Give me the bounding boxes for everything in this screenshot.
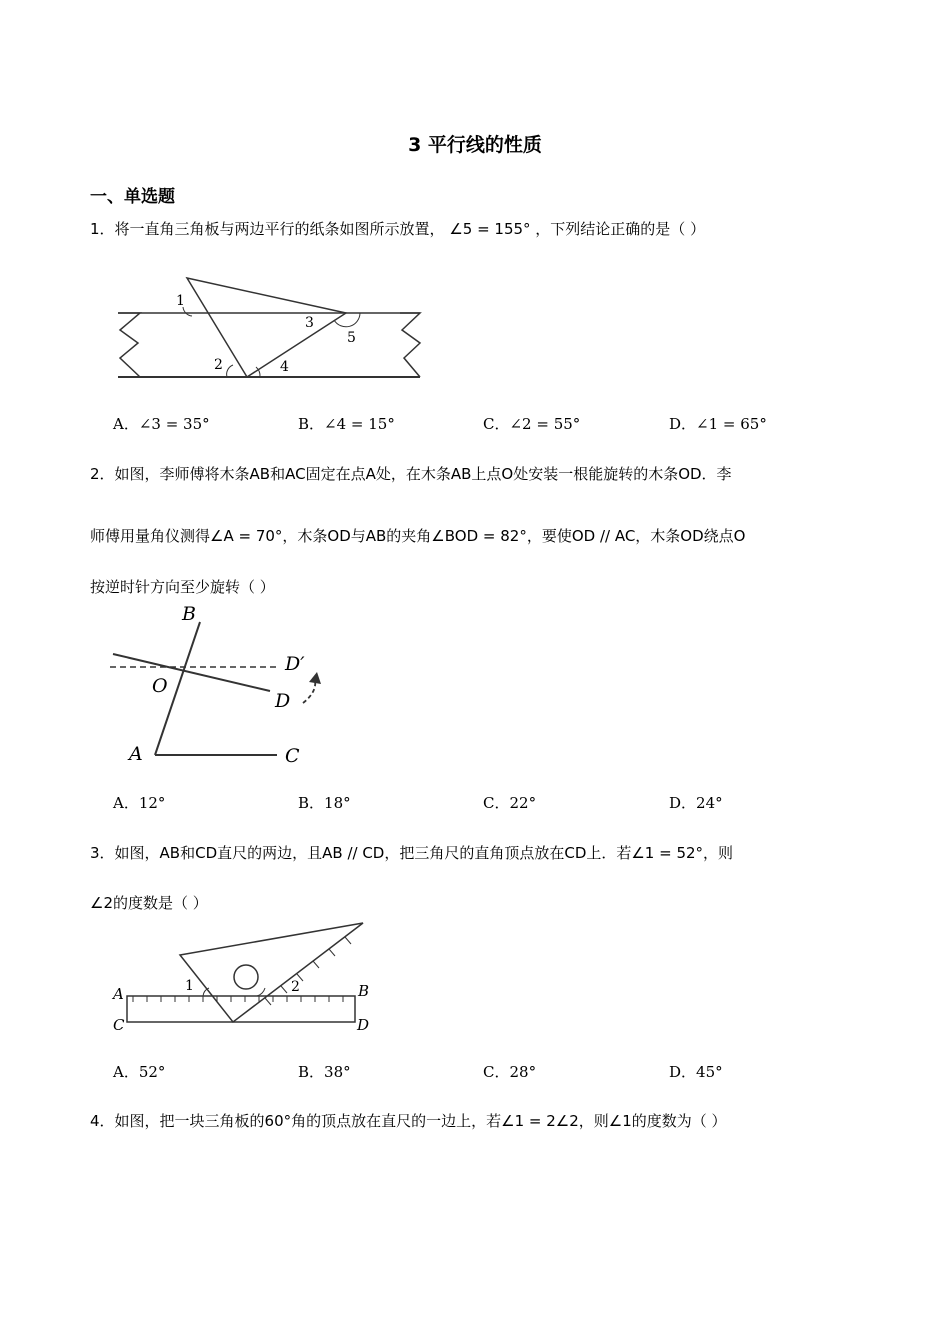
question-1-text: 1．将一直角三角板与两边平行的纸条如图所示放置， ∠5 = 155° ，下列结论正确的是（ ） [90, 220, 706, 238]
fig2-label-d: D [275, 690, 291, 712]
fig1-label-3: 3 [305, 315, 314, 331]
angle-2-arc [227, 365, 233, 377]
angle-5-arc [334, 313, 360, 327]
paper-strip-right-edge [400, 313, 420, 377]
rotation-arrowhead [309, 672, 321, 684]
q1-option-a[interactable]: A．∠3 = 35° [113, 415, 210, 433]
q2-option-a[interactable]: A．12° [113, 794, 166, 812]
fig3-label-d: D [357, 1016, 370, 1034]
rotation-arrow [303, 680, 315, 703]
question-3-line-1: 3．如图，AB和CD直尺的两边，且AB // CD，把三角尺的直角顶点放在CD上．若∠1 = 52°，则 [90, 844, 734, 862]
triangle-ticks [265, 937, 351, 1005]
angle-1-arc [203, 988, 209, 996]
question-2-figure [105, 600, 345, 770]
q2-option-b[interactable]: B．18° [298, 794, 351, 812]
fig2-label-o: O [152, 675, 168, 697]
angle-2-arc [257, 988, 265, 996]
q1-option-b[interactable]: B．∠4 = 15° [298, 415, 395, 433]
fig3-label-b: B [358, 982, 370, 1000]
fig1-label-2: 2 [214, 357, 223, 373]
set-square [187, 278, 346, 377]
fig2-label-c: C [285, 745, 300, 767]
fig3-label-c: C [113, 1016, 125, 1034]
question-3-line-2: ∠2的度数是（ ） [90, 894, 208, 912]
q2-option-d[interactable]: D．24° [669, 794, 723, 812]
fig2-label-a: A [129, 743, 143, 765]
q3-option-b[interactable]: B．38° [298, 1063, 351, 1081]
fig1-label-5: 5 [347, 330, 356, 346]
fig2-label-b: B [182, 603, 196, 625]
paper-strip-left-edge [118, 313, 140, 377]
question-4-line-1: 4．如图，把一块三角板的60°角的顶点放在直尺的一边上，若∠1 = 2∠2，则∠1的度数为（ ） [90, 1112, 727, 1130]
q3-option-c[interactable]: C．28° [483, 1063, 537, 1081]
fig2-label-d-prime: D′ [285, 653, 305, 675]
question-3-figure [105, 918, 385, 1043]
section-heading: 一、单选题 [90, 187, 175, 207]
stick-od [113, 654, 270, 691]
q3-option-a[interactable]: A．52° [113, 1063, 166, 1081]
fig3-label-2: 2 [291, 979, 300, 995]
question-2-line-3: 按逆时针方向至少旋转（ ） [90, 578, 275, 596]
page-title: 3 平行线的性质 [408, 134, 542, 156]
q1-option-c[interactable]: C．∠2 = 55° [483, 415, 581, 433]
question-1-figure [110, 270, 430, 385]
question-2-line-1: 2．如图，李师傅将木条AB和AC固定在点A处，在木条AB上点O处安装一根能旋转的木条OD．李 [90, 465, 732, 483]
triangle-hole [234, 965, 258, 989]
q3-option-d[interactable]: D．45° [669, 1063, 723, 1081]
fig1-label-1: 1 [176, 293, 185, 309]
question-2-line-2: 师傅用量角仪测得∠A = 70°，木条OD与AB的夹角∠BOD = 82°，要使OD // AC，木条OD绕点O [90, 527, 746, 545]
fig1-label-4: 4 [280, 359, 289, 375]
fig3-label-a: A [113, 985, 124, 1003]
q1-option-d[interactable]: D．∠1 = 65° [669, 415, 767, 433]
q2-option-c[interactable]: C．22° [483, 794, 537, 812]
fig3-label-1: 1 [185, 978, 194, 994]
